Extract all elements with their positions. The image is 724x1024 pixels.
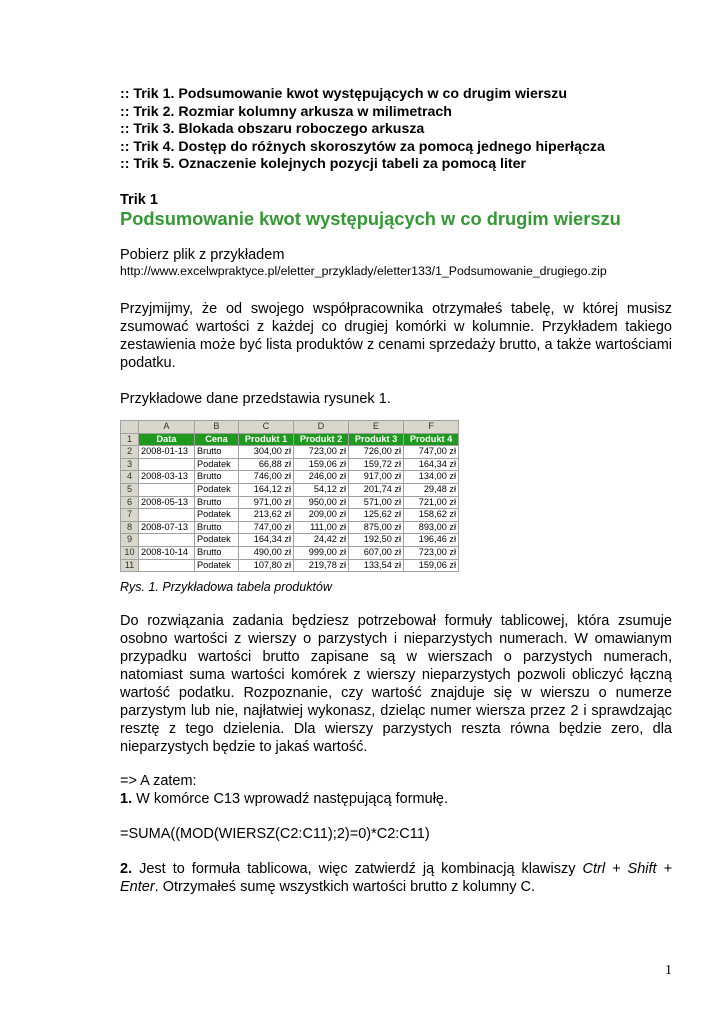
header-cell[interactable]: Produkt 3: [349, 433, 404, 446]
table-cell[interactable]: 164,34 zł: [239, 534, 294, 547]
step-1: [120, 790, 672, 808]
table-cell[interactable]: 607,00 zł: [349, 546, 404, 559]
table-cell[interactable]: 213,62 zł: [239, 509, 294, 522]
column-letter[interactable]: B: [195, 421, 239, 434]
step-2: [120, 860, 672, 896]
row-number[interactable]: 7: [121, 509, 139, 522]
header-cell[interactable]: Produkt 4: [404, 433, 459, 446]
step-2-text-b: . Otrzymałeś sumę wszystkich wartości brutto z kolumny C.: [154, 879, 535, 895]
table-row: [121, 458, 459, 471]
download-link[interactable]: http://www.excelwpraktyce.pl/eletter_przyklady/eletter133/1_Podsumowanie_drugiego.zip: [120, 264, 607, 278]
table-cell[interactable]: 66,88 zł: [239, 458, 294, 471]
table-cell[interactable]: 159,06 zł: [294, 458, 349, 471]
table-row: [121, 446, 459, 459]
table-header-row: [121, 433, 459, 446]
toc-item-4[interactable]: :: Trik 4. Dostęp do różnych skoroszytów za pomocą jednego hiperłącza: [120, 138, 605, 155]
steps-intro: => A zatem:: [120, 773, 197, 789]
table-cell[interactable]: 747,00 zł: [239, 521, 294, 534]
table-cell[interactable]: 875,00 zł: [349, 521, 404, 534]
column-header-row: [121, 421, 459, 434]
table-cell[interactable]: 723,00 zł: [294, 446, 349, 459]
table-cell[interactable]: [139, 534, 195, 547]
spreadsheet-figure: [120, 420, 459, 572]
table-cell[interactable]: 304,00 zł: [239, 446, 294, 459]
table-cell[interactable]: 893,00 zł: [404, 521, 459, 534]
row-number[interactable]: 11: [121, 559, 139, 572]
table-cell[interactable]: 2008-01-13: [139, 446, 195, 459]
table-cell[interactable]: 490,00 zł: [239, 546, 294, 559]
table-cell[interactable]: Brutto: [195, 496, 239, 509]
column-letter[interactable]: D: [294, 421, 349, 434]
row-number[interactable]: 10: [121, 546, 139, 559]
table-of-contents: [120, 86, 680, 174]
toc-item-5[interactable]: :: Trik 5. Oznaczenie kolejnych pozycji tabeli za pomocą liter: [120, 156, 527, 172]
table-cell[interactable]: Podatek: [195, 509, 239, 522]
row-number[interactable]: 5: [121, 483, 139, 496]
table-cell[interactable]: 133,54 zł: [349, 559, 404, 572]
table-cell[interactable]: 125,62 zł: [349, 509, 404, 522]
table-cell[interactable]: 746,00 zł: [239, 471, 294, 484]
row-number[interactable]: 8: [121, 521, 139, 534]
table-cell[interactable]: 201,74 zł: [349, 483, 404, 496]
toc-item-3[interactable]: :: Trik 3. Blokada obszaru roboczego arkusza: [120, 121, 425, 137]
table-cell[interactable]: Brutto: [195, 521, 239, 534]
table-cell[interactable]: 159,06 zł: [404, 559, 459, 572]
section-title: Podsumowanie kwot występujących w co drugim wierszu: [120, 208, 621, 229]
table-cell[interactable]: 917,00 zł: [349, 471, 404, 484]
column-letter[interactable]: C: [239, 421, 294, 434]
table-cell[interactable]: 24,42 zł: [294, 534, 349, 547]
toc-item-2[interactable]: :: Trik 2. Rozmiar kolumny arkusza w milimetrach: [120, 103, 452, 120]
step-1-text: W komórce C13 wprowadź następującą formułę.: [132, 791, 449, 807]
table-cell[interactable]: 2008-05-13: [139, 496, 195, 509]
table-cell[interactable]: Brutto: [195, 546, 239, 559]
table-row: [121, 559, 459, 572]
table-cell[interactable]: Podatek: [195, 458, 239, 471]
table-cell[interactable]: 209,00 zł: [294, 509, 349, 522]
table-cell[interactable]: 111,00 zł: [294, 521, 349, 534]
table-cell[interactable]: 747,00 zł: [404, 446, 459, 459]
column-letter[interactable]: E: [349, 421, 404, 434]
table-cell[interactable]: [139, 483, 195, 496]
table-cell[interactable]: 164,34 zł: [404, 458, 459, 471]
solution-paragraph: Do rozwiązania zadania będziesz potrzebował formuły tablicowej, która zsumuje osobno wartości z wierszy o parzystych i nieparzystych numerach. W omawianym przypadku wartości brutto zapisane są w wierszach o parzystych numerach, natomiast suma wartości komórek z wierszy nieparzystych pozwoli obliczyć łączną wartość podatku. Rozpoznanie, czy wartość znajduje się w wierszu o numerze parzystym lub nie, najłatwiej wykonasz, dzieląc numer wiersza przez 2 i sprawdzając resztę z tego dzielenia. Dla wierszy parzystych reszta równa będzie zero, dla nieparzystych będzie to jakaś wartość.: [120, 613, 672, 755]
table-cell[interactable]: 2008-10-14: [139, 546, 195, 559]
table-cell[interactable]: 29,48 zł: [404, 483, 459, 496]
table-cell[interactable]: 246,00 zł: [294, 471, 349, 484]
table-cell[interactable]: Podatek: [195, 559, 239, 572]
header-cell[interactable]: Cena: [195, 433, 239, 446]
table-cell[interactable]: 971,00 zł: [239, 496, 294, 509]
spreadsheet-table: [120, 420, 459, 572]
step-2-number: 2.: [120, 861, 133, 877]
table-cell[interactable]: 723,00 zł: [404, 546, 459, 559]
row-number[interactable]: 9: [121, 534, 139, 547]
figure-caption: Rys. 1. Przykładowa tabela produktów: [120, 580, 332, 594]
table-cell[interactable]: 999,00 zł: [294, 546, 349, 559]
row-number[interactable]: 2: [121, 446, 139, 459]
row-number[interactable]: 1: [121, 433, 139, 446]
table-row: [121, 483, 459, 496]
header-cell[interactable]: Data: [139, 433, 195, 446]
table-cell[interactable]: 219,78 zł: [294, 559, 349, 572]
table-cell[interactable]: 107,80 zł: [239, 559, 294, 572]
column-letter[interactable]: A: [139, 421, 195, 434]
table-row: [121, 521, 459, 534]
table-cell[interactable]: 134,00 zł: [404, 471, 459, 484]
table-row: [121, 471, 459, 484]
table-row: [121, 496, 459, 509]
table-cell[interactable]: [139, 458, 195, 471]
step-2-text-a: Jest to formuła tablicowa, więc zatwierdź ją kombinacją klawiszy: [132, 861, 583, 877]
table-cell[interactable]: Brutto: [195, 471, 239, 484]
table-cell[interactable]: 726,00 zł: [349, 446, 404, 459]
header-cell[interactable]: Produkt 1: [239, 433, 294, 446]
table-cell[interactable]: Brutto: [195, 446, 239, 459]
row-number[interactable]: 4: [121, 471, 139, 484]
keyboard-shortcut: Ctrl + Shift + Enter: [120, 861, 673, 895]
table-cell[interactable]: 158,62 zł: [404, 509, 459, 522]
table-cell[interactable]: 571,00 zł: [349, 496, 404, 509]
table-cell[interactable]: 2008-07-13: [139, 521, 195, 534]
table-cell[interactable]: 950,00 zł: [294, 496, 349, 509]
table-cell[interactable]: Podatek: [195, 534, 239, 547]
step-1-number: 1.: [120, 791, 133, 807]
table-cell[interactable]: [139, 509, 195, 522]
table-cell[interactable]: 2008-03-13: [139, 471, 195, 484]
table-cell[interactable]: [139, 559, 195, 572]
figure-reference: Przykładowe dane przedstawia rysunek 1.: [120, 391, 391, 407]
header-cell[interactable]: Produkt 2: [294, 433, 349, 446]
table-cell[interactable]: 54,12 zł: [294, 483, 349, 496]
table-cell[interactable]: 192,50 zł: [349, 534, 404, 547]
sheet-corner[interactable]: [121, 421, 139, 434]
table-cell[interactable]: 721,00 zł: [404, 496, 459, 509]
section-label: Trik 1: [120, 192, 158, 208]
download-label: Pobierz plik z przykładem: [120, 247, 285, 263]
row-number[interactable]: 6: [121, 496, 139, 509]
toc-item-1[interactable]: :: Trik 1. Podsumowanie kwot występujących w co drugim wierszu: [120, 86, 568, 102]
page-number: 1: [665, 963, 672, 978]
formula: =SUMA((MOD(WIERSZ(C2:C11);2)=0)*C2:C11): [120, 826, 430, 842]
table-row: [121, 534, 459, 547]
table-cell[interactable]: 196,46 zł: [404, 534, 459, 547]
row-number[interactable]: 3: [121, 458, 139, 471]
table-row: [121, 546, 459, 559]
table-cell[interactable]: Podatek: [195, 483, 239, 496]
table-cell[interactable]: 164,12 zł: [239, 483, 294, 496]
column-letter[interactable]: F: [404, 421, 459, 434]
table-cell[interactable]: 159,72 zł: [349, 458, 404, 471]
table-row: [121, 509, 459, 522]
intro-paragraph: Przyjmijmy, że od swojego współpracownika otrzymałeś tabelę, w której musisz zsumować wartości z każdej co drugiej komórki w kolumnie. Przykładem takiego zestawienia może być lista produktów z cenami sprzedaży brutto, a także wartościami podatku.: [120, 301, 672, 371]
